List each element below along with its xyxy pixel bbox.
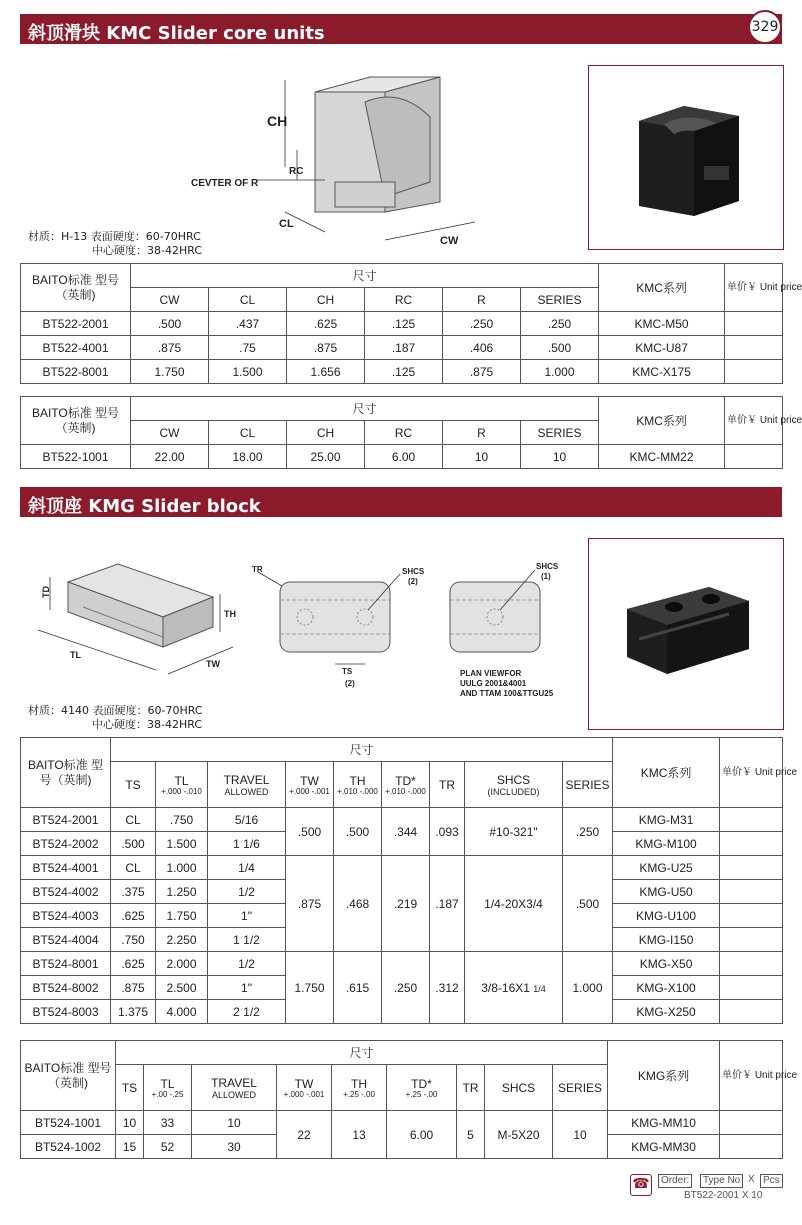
cell-tl: .750	[156, 808, 208, 832]
cell-th: .615	[334, 952, 382, 1024]
kmc-inch-table	[20, 263, 802, 384]
label-tw: TW	[206, 659, 220, 669]
header-dimensions: 尺寸	[131, 264, 599, 288]
cell-cw: 1.750	[131, 360, 209, 384]
cell-series: 1.000	[563, 952, 613, 1024]
col-ts: TS	[116, 1065, 144, 1111]
cell-series: .500	[563, 856, 613, 952]
cell-tl: 33	[144, 1111, 192, 1135]
kmg-plan-view-1-hole	[440, 560, 580, 700]
cell-series: 10	[521, 445, 599, 469]
material-line-2: 中心硬度：38-42HRC	[92, 244, 203, 257]
cell-th: .468	[334, 856, 382, 952]
cell-tl: 2.000	[156, 952, 208, 976]
kmg-metric-table	[20, 1040, 798, 1159]
header-dimensions: 尺寸	[111, 738, 613, 762]
cell-ts: .625	[111, 952, 156, 976]
col-tr: TR	[430, 762, 465, 808]
cell-tw: .500	[286, 808, 334, 856]
cell-model: BT522-1001	[21, 445, 131, 469]
header-model: BAITO标准 型号（英制)	[21, 1041, 116, 1111]
order-format-footer	[630, 1172, 790, 1222]
cell-model: BT524-4003	[21, 904, 111, 928]
cell-tl: 4.000	[156, 1000, 208, 1024]
cell-travel: 1/2	[208, 952, 286, 976]
cell-ts: CL	[111, 856, 156, 880]
label-tr: TR	[252, 565, 263, 574]
col-r: R	[443, 421, 521, 445]
cell-rc: .187	[365, 336, 443, 360]
col-tl	[156, 762, 208, 808]
cell-rc: .125	[365, 360, 443, 384]
col-series: SERIES	[553, 1065, 608, 1111]
col-cl: CL	[209, 421, 287, 445]
cell-series-code: KMC-M50	[599, 312, 725, 336]
cell-cl: .75	[209, 336, 287, 360]
times-sign: X	[748, 1174, 755, 1185]
kmc-photo-image	[589, 66, 782, 248]
cell-tr: .312	[430, 952, 465, 1024]
label-ch: CH	[267, 113, 288, 129]
cell-shcs: M-5X20	[485, 1111, 553, 1159]
page-number: 329	[748, 10, 782, 44]
col-td	[387, 1065, 457, 1111]
cell-ts: 1.375	[111, 1000, 156, 1024]
cell-price	[725, 312, 783, 336]
label-tl: TL	[70, 650, 81, 660]
cell-travel: 2 1/2	[208, 1000, 286, 1024]
label-shcs-2-count: (2)	[408, 577, 418, 586]
col-travel-label: TRAVEL	[223, 772, 270, 787]
cell-price	[720, 1135, 783, 1159]
col-ts: TS	[111, 762, 156, 808]
col-rc: RC	[365, 421, 443, 445]
cell-ts: 10	[116, 1111, 144, 1135]
cell-series: .250	[521, 312, 599, 336]
col-series: SERIES	[563, 762, 613, 808]
col-tw	[277, 1065, 332, 1111]
cell-model: BT522-2001	[21, 312, 131, 336]
cell-travel: 1/4	[208, 856, 286, 880]
header-unit-price: 单价￥ Unit price	[725, 264, 783, 312]
cell-price	[720, 856, 783, 880]
label-shcs-2: SHCS	[402, 567, 425, 576]
cell-ch: .875	[287, 336, 365, 360]
cell-price	[720, 952, 783, 976]
cell-travel: 1/2	[208, 880, 286, 904]
plan-view-caption-3: AND TTAM 100&TTGU25	[460, 689, 554, 698]
cell-model: BT524-8001	[21, 952, 111, 976]
col-th-tolerance: +.25 -.00	[343, 1089, 375, 1099]
header-unit-price: 单价￥ Unit price	[720, 1041, 783, 1111]
cell-r: 10	[443, 445, 521, 469]
cell-tr: 5	[457, 1111, 485, 1159]
cell-price	[725, 360, 783, 384]
col-shcs-sub: (INCLUDED)	[487, 786, 540, 797]
col-tw-label: TW	[300, 773, 319, 788]
cell-travel: 1"	[208, 976, 286, 1000]
cell-tl: 1.500	[156, 832, 208, 856]
label-center-of-r: CEVTER OF R	[191, 178, 259, 189]
kmc-product-photo	[588, 65, 784, 250]
col-td-label: TD*	[411, 1076, 432, 1091]
cell-ch: .625	[287, 312, 365, 336]
cell-model: BT524-8003	[21, 1000, 111, 1024]
phone-icon: ☎	[630, 1174, 652, 1196]
cell-ts: CL	[111, 808, 156, 832]
col-series: SERIES	[521, 288, 599, 312]
header-unit-price: 单价￥ Unit price	[725, 397, 783, 445]
order-label: Order:	[658, 1174, 692, 1188]
cell-series-code: KMC-MM22	[599, 445, 725, 469]
col-tr: TR	[457, 1065, 485, 1111]
cell-tl: 2.500	[156, 976, 208, 1000]
col-td-tolerance: +.010 -.000	[385, 786, 426, 796]
cell-series-code: KMG-U50	[613, 880, 720, 904]
cell-model: BT524-4004	[21, 928, 111, 952]
col-travel-label: TRAVEL	[211, 1075, 257, 1090]
table-row	[21, 856, 783, 880]
kmc-metric-table	[20, 396, 802, 469]
cell-cl: .437	[209, 312, 287, 336]
pcs-label: Pcs	[760, 1174, 783, 1188]
cell-ts: .500	[111, 832, 156, 856]
cell-td: .250	[382, 952, 430, 1024]
cell-series-code: KMG-X250	[613, 1000, 720, 1024]
cell-travel: 30	[192, 1135, 277, 1159]
col-tl-tolerance: +.00 -.25	[151, 1089, 184, 1099]
material-line-2: 中心硬度：38-42HRC	[92, 718, 203, 731]
cell-rc: .125	[365, 312, 443, 336]
col-shcs: SHCS	[485, 1065, 553, 1111]
cell-r: .406	[443, 336, 521, 360]
col-ch: CH	[287, 421, 365, 445]
plan-view-caption-2: UULG 2001&4001	[460, 679, 527, 688]
cell-model: BT524-2002	[21, 832, 111, 856]
col-travel-sub: ALLOWED	[211, 1089, 256, 1100]
col-ch: CH	[287, 288, 365, 312]
material-line-1: 材质：4140 表面硬度：60-70HRC	[28, 704, 203, 717]
header-model: BAITO标准 型号（英制)	[21, 738, 111, 808]
table-row	[21, 360, 783, 384]
cell-price	[720, 976, 783, 1000]
cell-r: .875	[443, 360, 521, 384]
cell-td: 6.00	[387, 1111, 457, 1159]
section-title: 斜顶滑块 KMC Slider core units	[28, 23, 325, 44]
cell-tl: 1.000	[156, 856, 208, 880]
col-td	[382, 762, 430, 808]
table-row	[21, 445, 783, 469]
col-th-label: TH	[351, 1076, 367, 1091]
label-shcs-1: SHCS	[536, 562, 559, 571]
cell-series-code: KMG-M31	[613, 808, 720, 832]
cell-model: BT524-2001	[21, 808, 111, 832]
table-row	[21, 952, 783, 976]
col-tw-tolerance: +.000 -.001	[283, 1089, 325, 1099]
cell-th: .500	[334, 808, 382, 856]
cell-tl: 52	[144, 1135, 192, 1159]
cell-price	[720, 832, 783, 856]
cell-series-code: KMG-U100	[613, 904, 720, 928]
cell-cw: .875	[131, 336, 209, 360]
cell-cl: 18.00	[209, 445, 287, 469]
col-r: R	[443, 288, 521, 312]
col-shcs	[465, 762, 563, 808]
col-cw: CW	[131, 421, 209, 445]
material-line-1: 材质：H-13 表面硬度：60-70HRC	[28, 230, 201, 243]
cell-ts: .875	[111, 976, 156, 1000]
col-tw-label: TW	[294, 1076, 314, 1091]
cell-ch: 25.00	[287, 445, 365, 469]
table-row	[21, 1111, 783, 1135]
cell-tr: .093	[430, 808, 465, 856]
cell-cw: 22.00	[131, 445, 209, 469]
cell-tl: 2.250	[156, 928, 208, 952]
cell-ts: .375	[111, 880, 156, 904]
cell-series: 10	[553, 1111, 608, 1159]
label-cl: CL	[279, 218, 294, 230]
cell-price	[725, 445, 783, 469]
cell-tw: 22	[277, 1111, 332, 1159]
cell-cw: .500	[131, 312, 209, 336]
cell-model: BT524-1001	[21, 1111, 116, 1135]
kmc-technical-drawing	[185, 62, 495, 252]
order-example: BT522-2001 X 10	[684, 1190, 763, 1201]
cell-price	[720, 928, 783, 952]
cell-price	[720, 1111, 783, 1135]
cell-r: .250	[443, 312, 521, 336]
table-row	[21, 336, 783, 360]
header-unit-price: 单价￥ Unit price	[720, 738, 783, 808]
label-td: TD	[41, 586, 51, 598]
table-row	[21, 312, 783, 336]
col-series: SERIES	[521, 421, 599, 445]
col-cl: CL	[209, 288, 287, 312]
cell-series-code: KMG-X50	[613, 952, 720, 976]
col-tl-label: TL	[160, 1076, 175, 1091]
cell-series-code: KMG-M100	[613, 832, 720, 856]
cell-series: .250	[563, 808, 613, 856]
col-th	[332, 1065, 387, 1111]
cell-series-code: KMG-X100	[613, 976, 720, 1000]
section-title: 斜顶座 KMG Slider block	[28, 496, 261, 517]
cell-price	[720, 904, 783, 928]
label-shcs-1-count: (1)	[541, 572, 551, 581]
cell-model: BT524-4002	[21, 880, 111, 904]
header-series-code: KMC系列	[599, 397, 725, 445]
header-series-code: KMC系列	[599, 264, 725, 312]
col-td-label: TD*	[395, 773, 416, 788]
kmg-product-photo	[588, 538, 784, 730]
cell-model: BT524-4001	[21, 856, 111, 880]
cell-th: 13	[332, 1111, 387, 1159]
col-travel	[208, 762, 286, 808]
cell-shcs: 1/4-20X3/4	[465, 856, 563, 952]
cell-ts: 15	[116, 1135, 144, 1159]
col-th	[334, 762, 382, 808]
cell-td: .219	[382, 856, 430, 952]
col-th-tolerance: +.010 -.000	[337, 786, 378, 796]
col-rc: RC	[365, 288, 443, 312]
cell-price	[725, 336, 783, 360]
cell-rc: 6.00	[365, 445, 443, 469]
col-tl-label: TL	[174, 773, 189, 788]
cell-shcs-fraction: 1/4	[533, 983, 546, 994]
label-cw: CW	[440, 235, 459, 247]
cell-tl: 1.750	[156, 904, 208, 928]
cell-series-code: KMG-MM10	[608, 1111, 720, 1135]
kmg-plan-view-2-holes	[250, 560, 440, 690]
cell-model: BT522-4001	[21, 336, 131, 360]
col-tl	[144, 1065, 192, 1111]
cell-tl: 1.250	[156, 880, 208, 904]
kmg-inch-table	[20, 737, 798, 1024]
type-no-label: Type No	[700, 1174, 743, 1188]
col-tw	[286, 762, 334, 808]
cell-series-code: KMC-X175	[599, 360, 725, 384]
cell-travel: 1 1/6	[208, 832, 286, 856]
section-banner-kmc	[20, 14, 782, 44]
kmg-isometric-drawing	[28, 552, 248, 682]
cell-td: .344	[382, 808, 430, 856]
cell-ts: .625	[111, 904, 156, 928]
header-model: BAITO标准 型号（英制)	[21, 264, 131, 312]
cell-price	[720, 1000, 783, 1024]
cell-series-code: KMC-U87	[599, 336, 725, 360]
label-ts: TS	[342, 667, 353, 676]
header-model: BAITO标准 型号（英制)	[21, 397, 131, 445]
cell-shcs-main: 3/8-16X1	[481, 980, 530, 995]
cell-price	[720, 808, 783, 832]
cell-tw: 1.750	[286, 952, 334, 1024]
cell-ts: .750	[111, 928, 156, 952]
kmg-photo-image	[589, 539, 782, 728]
header-dimensions: 尺寸	[116, 1041, 608, 1065]
cell-shcs	[465, 952, 563, 1024]
cell-model: BT524-1002	[21, 1135, 116, 1159]
cell-model: BT524-8002	[21, 976, 111, 1000]
plan-view-caption-1: PLAN VIEWFOR	[460, 669, 522, 678]
col-travel	[192, 1065, 277, 1111]
cell-travel: 1 1/2	[208, 928, 286, 952]
header-series-code: KMC系列	[613, 738, 720, 808]
header-dimensions: 尺寸	[131, 397, 599, 421]
label-rc: RC	[289, 166, 304, 177]
cell-series: .500	[521, 336, 599, 360]
cell-series: 1.000	[521, 360, 599, 384]
col-td-tolerance: +.25 -.00	[405, 1089, 438, 1099]
cell-series-code: KMG-I150	[613, 928, 720, 952]
label-th: TH	[224, 609, 236, 619]
cell-series-code: KMG-MM30	[608, 1135, 720, 1159]
label-ts-count: (2)	[345, 679, 355, 688]
col-tw-tolerance: +.000 -.001	[289, 786, 330, 796]
cell-shcs: #10-321"	[465, 808, 563, 856]
cell-cl: 1.500	[209, 360, 287, 384]
cell-travel: 1"	[208, 904, 286, 928]
cell-travel: 5/16	[208, 808, 286, 832]
cell-series-code: KMG-U25	[613, 856, 720, 880]
cell-tw: .875	[286, 856, 334, 952]
cell-model: BT522-8001	[21, 360, 131, 384]
cell-price	[720, 880, 783, 904]
cell-travel: 10	[192, 1111, 277, 1135]
section-banner-kmg	[20, 487, 782, 517]
header-series-code: KMG系列	[608, 1041, 720, 1111]
col-shcs-label: SHCS	[496, 772, 531, 787]
col-tl-tolerance: +.000 -.010	[161, 786, 202, 796]
cell-tr: .187	[430, 856, 465, 952]
col-travel-sub: ALLOWED	[224, 786, 269, 797]
col-th-label: TH	[349, 773, 366, 788]
cell-ch: 1.656	[287, 360, 365, 384]
col-cw: CW	[131, 288, 209, 312]
table-row	[21, 808, 783, 832]
